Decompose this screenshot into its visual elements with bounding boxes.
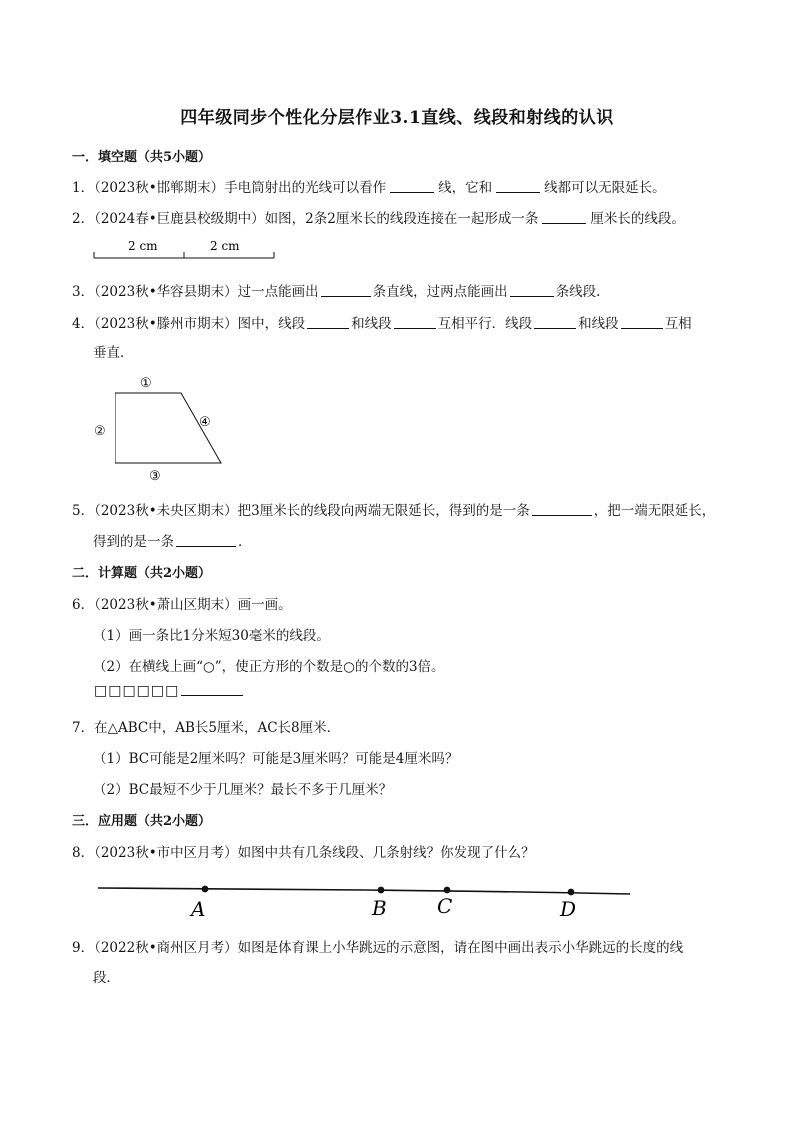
q1-blank-2[interactable] xyxy=(496,180,540,193)
q4-text-f: 垂直． xyxy=(93,345,134,361)
q2-text-a: 2．（2024春•巨鹿县校级期中）如图，2条2厘米长的线段连接在一起形成一条 xyxy=(72,211,539,227)
q3-text-c: 条线段． xyxy=(555,284,610,300)
q8-line-figure xyxy=(95,878,635,924)
q2-fig-label-2: 2 cm xyxy=(210,239,240,253)
q8-point-a xyxy=(202,886,209,893)
q4-text-b: 和线段 xyxy=(351,316,392,332)
q1-text-b: 线，它和 xyxy=(438,180,493,196)
q2-text-b: 厘米长的线段。 xyxy=(590,211,685,227)
q3-blank-2[interactable] xyxy=(510,284,554,297)
q4-text-c: 互相平行．线段 xyxy=(437,316,533,332)
question-6: 6．（2023秋•萧山区期末）画一画。 xyxy=(72,597,292,613)
q4-blank-3[interactable] xyxy=(534,316,576,329)
q2-blank-1[interactable] xyxy=(542,211,586,224)
q2-segment-figure xyxy=(90,236,290,262)
q3-blank-1[interactable] xyxy=(321,284,371,297)
q8-point-c xyxy=(444,887,451,894)
q4-blank-1[interactable] xyxy=(307,316,349,329)
q1-text-a: 1．（2023秋•邯郸期末）手电筒射出的光线可以看作 xyxy=(72,180,387,196)
q6-part-2: （2）在横线上画“○”，使正方形的个数是○的个数的3倍。 xyxy=(93,659,445,675)
q6-part-1: （1）画一条比1分米短30毫米的线段。 xyxy=(93,628,330,644)
page-title: 四年级同步个性化分层作业3.1直线、线段和射线的认识 xyxy=(180,108,614,128)
section-heading-fill-blank: 一．填空题（共5小题） xyxy=(72,150,212,165)
q4-text-d: 和线段 xyxy=(578,316,619,332)
q5-blank-2[interactable] xyxy=(176,534,236,547)
q5-text-a: 5．（2023秋•未央区期末）把3厘米长的线段向两端无限延长，得到的是一条 xyxy=(72,503,530,519)
q4-fig-label-4: ④ xyxy=(199,415,211,430)
q4-blank-2[interactable] xyxy=(394,316,436,329)
q9-line-2: 段． xyxy=(93,970,120,986)
question-5 xyxy=(72,499,715,519)
section-heading-calculation: 二．计算题（共2小题） xyxy=(72,566,212,581)
q3-text-a: 3．（2023秋•华容县期末）过一点能画出 xyxy=(72,284,319,300)
q7-part-1: （1）BC可能是2厘米吗？可能是3厘米吗？可能是4厘米吗？ xyxy=(93,751,459,767)
q2-fig-label-1: 2 cm xyxy=(128,239,158,253)
q4-fig-label-2: ② xyxy=(94,424,106,439)
q6-blank[interactable] xyxy=(181,683,243,696)
q5-text-b: ，把一端无限延长， xyxy=(593,503,716,519)
question-7: 7．在△ABC中，AB长5厘米，AC长8厘米． xyxy=(72,720,341,736)
q5-text-c: 得到的是一条 xyxy=(93,534,174,550)
q8-label-d: D xyxy=(560,897,577,921)
question-3 xyxy=(72,280,610,300)
q1-blank-1[interactable] xyxy=(390,180,434,193)
q4-text-a: 4．（2023秋•滕州市期末）图中，线段 xyxy=(72,316,306,332)
question-1 xyxy=(72,176,666,196)
q3-text-b: 条直线，过两点能画出 xyxy=(372,284,508,300)
question-4 xyxy=(72,312,692,332)
q4-fig-label-3: ③ xyxy=(149,469,161,483)
question-9: 9．（2022秋•商州区月考）如图是体育课上小华跳远的示意图，请在图中画出表示小华跳远的长度的线 xyxy=(72,940,684,956)
q8-point-d xyxy=(568,889,575,896)
q1-text-c: 线都可以无限延长。 xyxy=(544,180,666,196)
q4-text-e: 互相 xyxy=(664,316,692,332)
q8-point-b xyxy=(378,887,385,894)
q8-label-b: B xyxy=(372,896,387,920)
q7-part-2: （2）BC最短不少于几厘米？最长不多于几厘米？ xyxy=(93,782,393,798)
q5-blank-1[interactable] xyxy=(532,503,592,516)
section-heading-application: 三．应用题（共2小题） xyxy=(72,814,212,829)
q4-trapezoid-figure xyxy=(115,373,245,483)
q8-label-a: A xyxy=(191,897,206,921)
q5-text-d: ． xyxy=(238,534,252,550)
question-2 xyxy=(72,207,685,227)
q5-line-2 xyxy=(93,530,252,550)
q4-fig-label-1: ① xyxy=(140,376,152,391)
q6-squares: □□□□□□ xyxy=(94,683,180,699)
q4-blank-4[interactable] xyxy=(621,316,663,329)
question-8: 8．（2023秋•市中区月考）如图中共有几条线段、几条射线？你发现了什么？ xyxy=(72,845,535,861)
q8-label-c: C xyxy=(437,894,453,918)
q6-squares-row xyxy=(94,683,243,699)
